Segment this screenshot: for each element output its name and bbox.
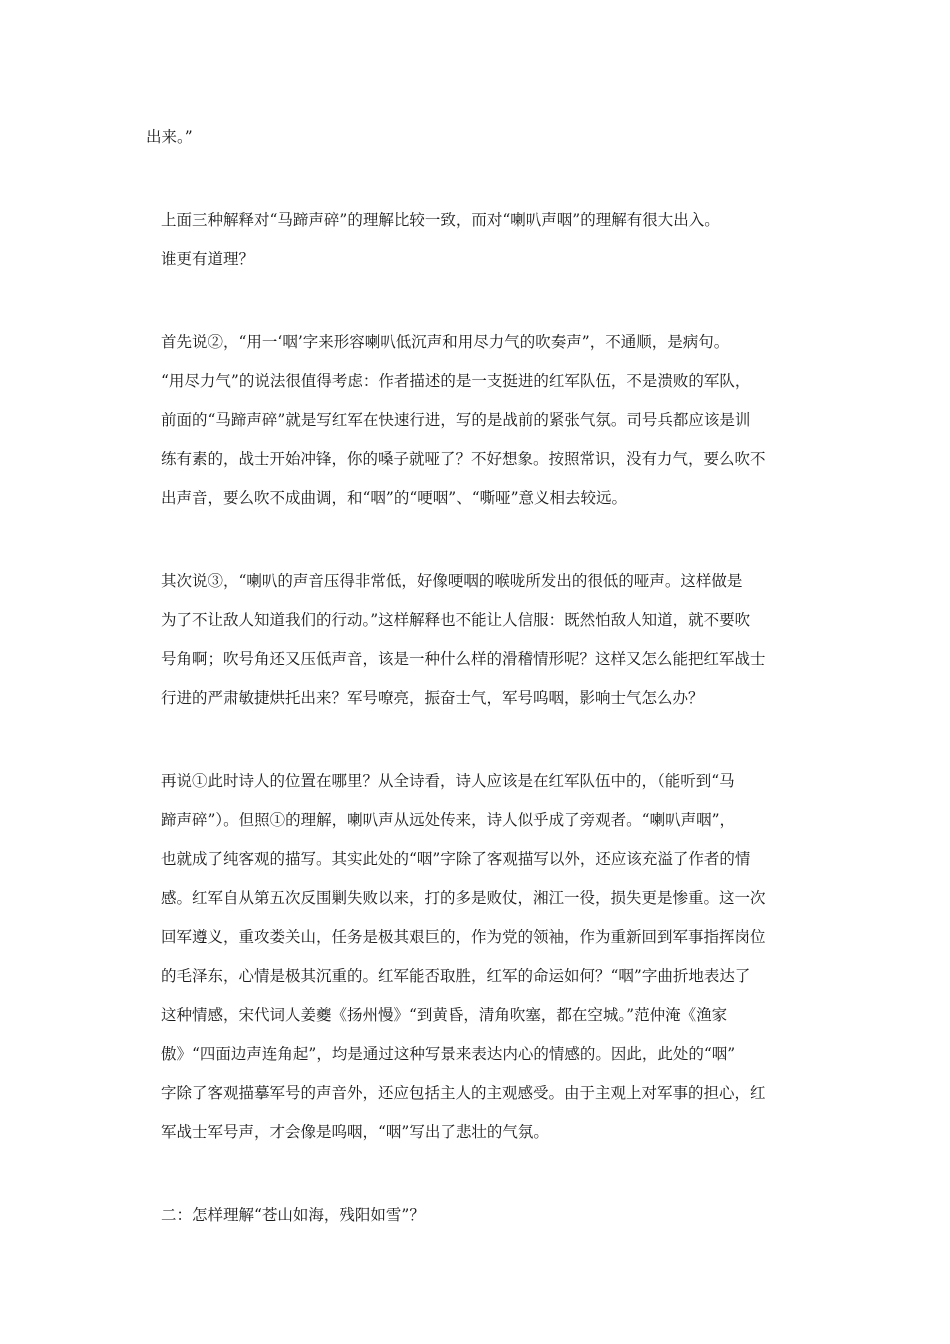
text-line: 感。红军自从第五次反围剿失败以来，打的多是败仗，湘江一役，损失更是惨重。这一次	[161, 889, 766, 907]
text-line: 首先说②，“用一‘咽’字来形容喇叭低沉声和用尽力气的吹奏声”，不通顺，是病句。	[161, 333, 730, 351]
text-line: 这种情感，宋代词人姜夔《扬州慢》“到黄昏，清角吹塞，都在空城。”范仲淹《渔家	[161, 1006, 728, 1024]
paragraph-continuation	[146, 118, 816, 157]
paragraph-first-argument	[146, 323, 816, 518]
text-line: 前面的“马蹄声碎”就是写红军在快速行进，写的是战前的紧张气氛。司号兵都应该是训	[161, 411, 751, 429]
text-line: 蹄声碎”）。但照①的理解，喇叭声从远处传来，诗人似乎成了旁观者。“喇叭声咽”，	[161, 811, 736, 829]
paragraph-comparison	[146, 201, 816, 279]
text-line: 为了不让敌人知道我们的行动。”这样解释也不能让人信服：既然怕敌人知道，就不要吹	[161, 611, 751, 629]
text-line: 字除了客观描摹军号的声音外，还应包括主人的主观感受。由于主观上对军事的担心，红	[161, 1084, 766, 1102]
text-line: 号角啊；吹号角还又压低声音，该是一种什么样的滑稽情形呢？这样又怎么能把红军战士	[161, 650, 766, 668]
text-line: 谁更有道理？	[161, 250, 255, 268]
text-line: 二：怎样理解“苍山如海，残阳如雪”？	[161, 1206, 425, 1224]
text-line: 出来。”	[146, 128, 193, 146]
text-line: 行进的严肃敏捷烘托出来？军号嘹亮，振奋士气，军号呜咽，影响士气怎么办？	[161, 689, 704, 707]
text-line: 上面三种解释对“马蹄声碎”的理解比较一致，而对“喇叭声咽”的理解有很大出入。	[161, 211, 720, 229]
paragraph-third-argument	[146, 762, 816, 1152]
text-line: 出声音，要么吹不成曲调，和“咽”的“哽咽”、“嘶哑”意义相去较远。	[161, 489, 628, 507]
section-heading	[146, 1196, 816, 1235]
text-line: 军战士军号声，才会像是呜咽，“咽”写出了悲壮的气氛。	[161, 1123, 549, 1141]
text-line: 练有素的，战士开始冲锋，你的嗓子就哑了？不好想象。按照常识，没有力气，要么吹不	[161, 450, 766, 468]
paragraph-second-argument	[146, 562, 816, 718]
text-line: 的毛泽东，心情是极其沉重的。红军能否取胜，红军的命运如何？“咽”字曲折地表达了	[161, 967, 751, 985]
text-line: 回军遵义，重攻娄关山，任务是极其艰巨的，作为党的领袖，作为重新回到军事指挥岗位	[161, 928, 766, 946]
text-line: 再说①此时诗人的位置在哪里？从全诗看，诗人应该是在红军队伍中的，（能听到“马	[161, 772, 735, 790]
text-line: 其次说③，“喇叭的声音压得非常低，好像哽咽的喉咙所发出的很低的哑声。这样做是	[161, 572, 743, 590]
text-line: 也就成了纯客观的描写。其实此处的“咽”字除了客观描写以外，还应该充溢了作者的情	[161, 850, 751, 868]
text-line: “用尽力气”的说法很值得考虑：作者描述的是一支挺进的红军队伍，不是溃败的军队，	[161, 372, 751, 390]
document-body	[146, 118, 816, 1235]
text-line: 傲》“四面边声连角起”，均是通过这种写景来表达内心的情感的。因此，此处的“咽”	[161, 1045, 736, 1063]
